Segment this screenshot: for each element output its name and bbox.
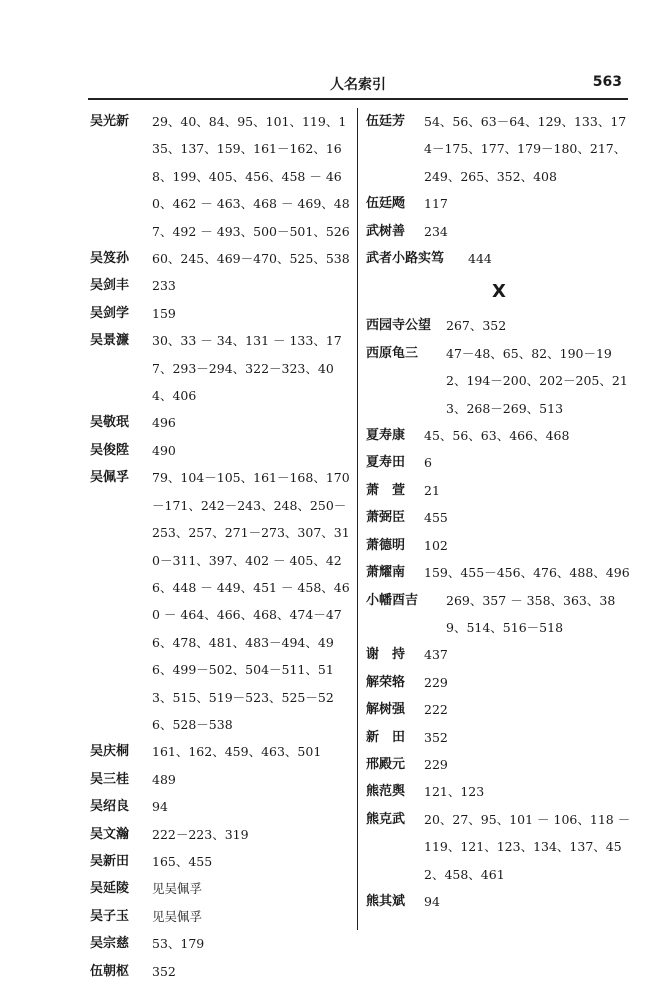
right-entries-w bbox=[366, 108, 632, 272]
entry-pages: 229 bbox=[424, 756, 448, 772]
index-entry bbox=[90, 464, 352, 738]
entry-pages: 159、455－456、476、488、496 bbox=[424, 565, 630, 581]
entry-name: 新 田 bbox=[366, 729, 406, 745]
entry-name: 解树强 bbox=[366, 702, 406, 718]
index-entry bbox=[366, 587, 632, 642]
entry-pages: 444 bbox=[468, 251, 492, 267]
index-entry bbox=[366, 504, 632, 531]
entry-pages: 94 bbox=[152, 799, 168, 815]
index-entry bbox=[90, 793, 352, 820]
entry-name: 吴延陵 bbox=[90, 881, 130, 897]
right-index-column bbox=[366, 108, 632, 915]
entry-name: 萧弼臣 bbox=[366, 510, 406, 526]
index-entry bbox=[366, 751, 632, 778]
entry-pages: 121、123 bbox=[424, 784, 485, 800]
entry-name: 吴新田 bbox=[90, 853, 130, 869]
index-entry bbox=[366, 340, 632, 422]
page-header bbox=[88, 72, 628, 100]
entry-pages: 229 bbox=[424, 674, 448, 690]
index-entry bbox=[366, 806, 632, 888]
entry-pages: 102 bbox=[424, 537, 448, 553]
index-entry bbox=[90, 821, 352, 848]
entry-pages: 54、56、63－64、129、133、174－175、177、179－180、217、249、265、352、408 bbox=[424, 114, 627, 184]
entry-pages: 490 bbox=[152, 442, 176, 458]
index-entry bbox=[90, 327, 352, 409]
index-entry bbox=[366, 108, 632, 190]
entry-name: 吴宗慈 bbox=[90, 936, 130, 952]
running-title: 人名索引 bbox=[330, 77, 386, 93]
entry-pages: 352 bbox=[152, 963, 176, 979]
index-entry bbox=[90, 930, 352, 957]
entry-name: 谢 持 bbox=[366, 647, 406, 663]
entry-pages: 见吴佩孚 bbox=[152, 881, 203, 897]
column-divider bbox=[357, 108, 358, 930]
entry-pages: 234 bbox=[424, 223, 448, 239]
entry-name: 吴庆桐 bbox=[90, 744, 130, 760]
index-entry bbox=[90, 766, 352, 793]
entry-name: 吴子玉 bbox=[90, 908, 130, 924]
index-entry bbox=[366, 532, 632, 559]
index-entry bbox=[366, 888, 632, 915]
entry-name: 吴文瀚 bbox=[90, 826, 130, 842]
entry-name: 吴光新 bbox=[90, 114, 130, 129]
entry-name: 西原龟三 bbox=[366, 345, 419, 361]
index-entry bbox=[90, 245, 352, 272]
entry-name: 武树善 bbox=[366, 223, 406, 239]
index-entry bbox=[90, 272, 352, 299]
entry-name: 吴笈孙 bbox=[90, 251, 130, 267]
entry-name: 伍朝枢 bbox=[90, 963, 130, 979]
entry-pages: 45、56、63、466、468 bbox=[424, 428, 570, 444]
entry-pages: 94 bbox=[424, 893, 440, 909]
section-letter-x: X bbox=[492, 281, 506, 303]
entry-pages: 29、40、84、95、101、119、135、137、159、161－162、168、199、405、456、458 － 460、462 － 463、468 － 469、487、492 － 493、500－501、526 bbox=[152, 114, 350, 239]
index-entry bbox=[90, 409, 352, 436]
entry-pages: 53、179 bbox=[152, 936, 205, 952]
index-entry bbox=[90, 848, 352, 875]
index-entry bbox=[366, 724, 632, 751]
entry-name: 吴剑丰 bbox=[90, 278, 130, 294]
entry-name: 熊克武 bbox=[366, 811, 406, 827]
entry-pages: 6 bbox=[424, 455, 432, 471]
entry-pages: 233 bbox=[152, 278, 176, 294]
index-entry bbox=[90, 875, 352, 902]
entry-name: 伍廷芳 bbox=[366, 114, 406, 129]
entry-pages: 222－223、319 bbox=[152, 826, 249, 842]
entry-name: 西园寺公望 bbox=[366, 318, 432, 334]
entry-name: 熊其斌 bbox=[366, 893, 406, 909]
index-entry bbox=[366, 312, 632, 339]
entry-pages: 79、104－105、161－168、170－171、242－243、248、250－253、257、271－273、307、310－311、397、402 － 405、426、448 － 449、451 － 458、460 － 464、466、468、474－476、478、481、483－494、496、499－502、504－511、513、515、519－523、525－526、528－538 bbox=[152, 470, 350, 732]
index-entry bbox=[90, 738, 352, 765]
entry-name: 武者小路实笃 bbox=[366, 251, 445, 267]
entry-name: 夏寿康 bbox=[366, 428, 406, 444]
index-entry bbox=[366, 778, 632, 805]
index-entry bbox=[366, 218, 632, 245]
index-entry bbox=[90, 108, 352, 245]
entry-pages: 20、27、95、101 － 106、118 － 119、121、123、134、137、452、458、461 bbox=[424, 811, 631, 882]
page-number: 563 bbox=[592, 74, 622, 90]
entry-name: 吴景濂 bbox=[90, 333, 130, 349]
index-entry bbox=[366, 641, 632, 668]
entry-pages: 352 bbox=[424, 729, 448, 745]
entry-name: 吴俊陞 bbox=[90, 442, 130, 458]
entry-name: 邢殿元 bbox=[366, 756, 406, 772]
entry-name: 吴三桂 bbox=[90, 771, 130, 787]
entry-name: 吴剑学 bbox=[90, 305, 130, 321]
entry-pages: 165、455 bbox=[152, 853, 213, 869]
index-entry bbox=[90, 958, 352, 985]
index-entry bbox=[90, 903, 352, 930]
index-entry bbox=[90, 300, 352, 327]
entry-name: 伍廷飏 bbox=[366, 196, 406, 212]
entry-name: 小幡酉吉 bbox=[366, 592, 419, 608]
entry-pages: 222 bbox=[424, 702, 448, 718]
entry-name: 解荣辂 bbox=[366, 674, 406, 690]
entry-name: 吴敬珉 bbox=[90, 415, 130, 431]
entry-name: 萧德明 bbox=[366, 537, 406, 553]
entry-pages: 159 bbox=[152, 305, 176, 321]
entry-name: 萧 萱 bbox=[366, 482, 406, 498]
entry-pages: 489 bbox=[152, 771, 176, 787]
entry-pages: 161、162、459、463、501 bbox=[152, 744, 322, 760]
index-entry bbox=[90, 437, 352, 464]
index-entry bbox=[366, 422, 632, 449]
entry-name: 熊范舆 bbox=[366, 784, 406, 800]
index-entry bbox=[366, 696, 632, 723]
entry-name: 萧耀南 bbox=[366, 565, 406, 581]
index-entry bbox=[366, 559, 632, 586]
entry-pages: 21 bbox=[424, 482, 440, 498]
entry-pages: 455 bbox=[424, 510, 448, 526]
entry-pages: 47－48、65、82、190－192、194－200、202－205、213、268－269、513 bbox=[446, 345, 628, 416]
entry-pages: 30、33 － 34、131 － 133、177、293－294、322－323、404、406 bbox=[152, 333, 342, 404]
entry-pages: 496 bbox=[152, 415, 176, 431]
entry-pages: 见吴佩孚 bbox=[152, 908, 203, 924]
entry-pages: 60、245、469－470、525、538 bbox=[152, 251, 350, 267]
left-index-column bbox=[90, 108, 352, 985]
entry-pages: 267、352 bbox=[446, 318, 507, 334]
index-entry bbox=[366, 477, 632, 504]
entry-pages: 117 bbox=[424, 196, 448, 212]
entry-pages: 269、357 － 358、363、389、514、516－518 bbox=[446, 592, 616, 635]
right-entries-x bbox=[366, 312, 632, 915]
entry-name: 夏寿田 bbox=[366, 455, 406, 471]
index-entry bbox=[366, 245, 632, 272]
entry-name: 吴佩孚 bbox=[90, 470, 130, 486]
index-entry bbox=[366, 669, 632, 696]
index-entry bbox=[366, 449, 632, 476]
entry-pages: 437 bbox=[424, 647, 448, 663]
index-entry bbox=[366, 190, 632, 217]
entry-name: 吴绍良 bbox=[90, 799, 130, 815]
